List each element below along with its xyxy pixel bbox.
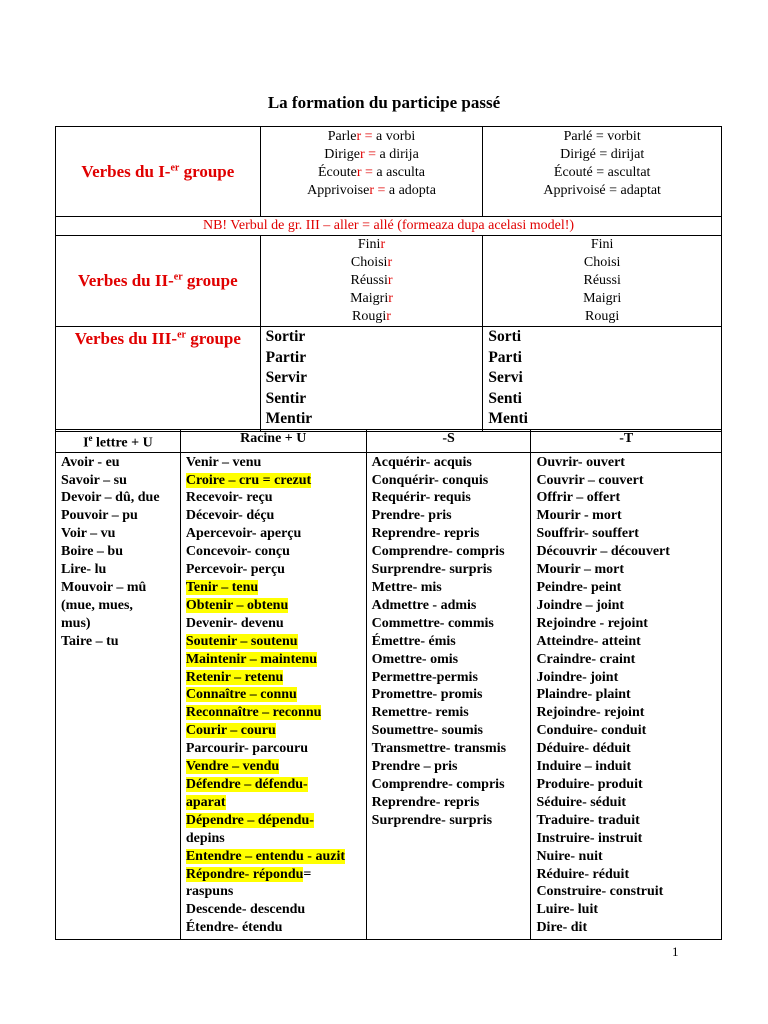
verb-entry: Couvrir – couvert	[536, 472, 644, 488]
group3-participles	[483, 327, 722, 432]
verb-entry: Mouvoir – mû	[61, 580, 147, 595]
verb-stem: Apprivoise	[307, 183, 370, 198]
verb-text: Parcourir- parcouru	[185, 741, 309, 757]
verb-entry: (mue, mues,	[61, 597, 133, 613]
highlighted-verb: Maintenir – maintenu	[185, 651, 318, 667]
verb-stem: Fini	[357, 237, 381, 252]
group3-participle: Menti	[488, 410, 528, 427]
group1-infinitive-row	[261, 146, 483, 164]
verb-stem: Parle	[327, 129, 357, 144]
page-number: 1	[672, 944, 679, 959]
column-racine-u	[180, 452, 366, 939]
group2-participle: Réussi	[583, 273, 621, 288]
verb-entry: Soumettre- soumis	[371, 723, 483, 739]
verb-entry: Mourir - mort	[536, 508, 622, 524]
verb-entry: Acquérir- acquis	[371, 454, 472, 470]
verb-entry: Comprendre- compris	[371, 544, 505, 560]
highlighted-verb: Soutenir – soutenu	[185, 633, 298, 649]
verb-entry: Reprendre- repris	[371, 526, 480, 542]
group2-infinitive-row	[261, 254, 483, 272]
verb-entry: Rejoindre - rejoint	[536, 615, 648, 631]
verb-entry: Voir – vu	[61, 526, 116, 542]
verb-entry: Remettre- remis	[371, 705, 469, 721]
verb-entry	[186, 883, 363, 901]
verb-entry: Offrir – offert	[536, 490, 621, 506]
verb-entry: Luire- luit	[536, 902, 599, 918]
verb-entry: Prendre – pris	[371, 759, 458, 775]
verb-entry	[186, 722, 363, 740]
highlighted-verb: Défendre – défendu-	[185, 776, 308, 792]
verb-entry	[186, 615, 363, 633]
header-text: lettre + U	[92, 435, 153, 451]
column-header	[366, 430, 531, 453]
verb-entry: Reprendre- repris	[371, 794, 480, 810]
verb-ending: r	[386, 309, 391, 324]
group3-participle: Sorti	[488, 328, 522, 345]
group1-label: Verbes du I-$^{er}$ groupe	[56, 127, 261, 217]
verb-ending: r	[387, 255, 393, 270]
verb-entry: Déduire- déduit	[536, 741, 631, 757]
verb-ending: r =	[356, 129, 373, 144]
highlighted-verb: Courir – couru	[185, 723, 276, 739]
verb-entry: Plaindre- plaint	[536, 687, 631, 703]
verb-entry	[186, 651, 363, 669]
group1-participles	[483, 127, 722, 217]
verb-entry	[186, 686, 363, 704]
group1-infinitive-row	[261, 164, 483, 182]
verb-entry: Produire- produit	[536, 776, 643, 792]
verb-ending: r	[388, 291, 393, 306]
verb-entry	[186, 633, 363, 651]
verb-entry: Pouvoir – pu	[61, 508, 138, 524]
group2-participle: Maigri	[583, 291, 622, 306]
header-text: -T	[619, 431, 634, 446]
verb-entry: Dire- dit	[536, 920, 588, 936]
column-t	[531, 452, 722, 939]
verb-entry: Induire – induit	[536, 759, 632, 775]
group3-participle: Senti	[488, 389, 522, 407]
verb-entry	[186, 830, 363, 848]
group3-participle: Parti	[488, 348, 522, 366]
verb-entry: Omettre- omis	[371, 651, 459, 667]
column-s	[366, 452, 531, 939]
verb-ending: r =	[369, 183, 386, 198]
verb-stem: Maigri	[350, 291, 389, 306]
column-first-letter-u	[56, 452, 181, 939]
group1-participle: Parlé = vorbit	[563, 129, 641, 144]
group1-infinitives	[260, 127, 483, 217]
verb-entry	[186, 597, 363, 615]
verb-entry	[186, 848, 363, 866]
group2-infinitive-row	[261, 236, 483, 254]
group2-participle: Fini	[590, 237, 614, 252]
verb-entry: Transmettre- transmis	[371, 741, 507, 757]
group3-infinitives	[260, 327, 483, 432]
group1-infinitive-row	[261, 128, 483, 146]
group3-label: Verbes du III-$^{er}$ groupe	[56, 327, 261, 432]
verb-entry	[186, 794, 363, 812]
highlighted-verb: Vendre – vendu	[185, 759, 280, 775]
verb-entry: Réduire- réduit	[536, 866, 630, 882]
verb-entry	[186, 579, 363, 597]
verb-entry	[186, 776, 363, 794]
verb-entry: Craindre- craint	[536, 651, 636, 667]
verb-stem: Écoute	[317, 165, 357, 180]
verb-entry: Mettre- mis	[371, 580, 442, 595]
verb-entry: Nuire- nuit	[536, 848, 603, 864]
verb-ending: r =	[359, 147, 377, 162]
verb-ending: r	[387, 273, 393, 288]
verb-entry: Comprendre- compris	[371, 776, 505, 792]
verb-entry: Surprendre- surpris	[371, 562, 493, 578]
verb-entry	[186, 740, 363, 758]
verb-entry	[186, 866, 363, 884]
verb-entry	[186, 704, 363, 722]
verb-entry	[186, 525, 363, 543]
verb-stem: Rougi	[352, 309, 387, 324]
group2-infinitive-row	[261, 308, 483, 326]
verb-entry: Découvrir – découvert	[536, 544, 670, 560]
verb-entry: Avoir - eu	[61, 454, 120, 470]
group2-label: Verbes du II-$^{er}$ groupe	[56, 236, 261, 327]
verb-entry: Boire – bu	[61, 544, 123, 560]
group3-infinitive: Servir	[265, 369, 307, 386]
group2-participles	[483, 236, 722, 327]
verb-entry: Atteindre- atteint	[536, 633, 641, 649]
verb-entry	[186, 561, 363, 579]
highlighted-verb: aparat	[185, 794, 226, 810]
verb-entry: Peindre- peint	[536, 580, 622, 595]
verb-entry	[186, 919, 363, 937]
highlighted-verb: Retenir – retenu	[185, 669, 284, 685]
highlighted-verb: Reconnaître – reconnu	[185, 705, 322, 721]
highlighted-verb: Tenir – tenu	[185, 580, 259, 595]
verb-entry	[186, 812, 363, 830]
header-text: -S	[442, 431, 455, 446]
participle-rules-table	[55, 429, 722, 940]
verb-entry: Conquérir- conquis	[371, 472, 489, 488]
verb-translation: a adopta	[385, 183, 436, 198]
verb-text: Étendre- étendu	[185, 920, 283, 936]
highlighted-verb: Connaître – connu	[185, 687, 297, 703]
group3-infinitive: Partir	[265, 348, 307, 366]
verb-entry: Émettre- émis	[371, 633, 456, 649]
verb-ending: r	[380, 237, 386, 252]
group3-participle: Servi	[488, 369, 523, 386]
verb-entry: Requérir- requis	[371, 490, 471, 506]
verb-entry: Traduire- traduit	[536, 812, 640, 828]
highlighted-verb: Croire – cru = crezut	[185, 472, 312, 488]
verb-entry: Devoir – dû, due	[61, 490, 160, 506]
verb-entry: Construire- construit	[536, 884, 664, 900]
verb-entry: Rejoindre- rejoint	[536, 705, 645, 721]
verb-text: Décevoir- déçu	[185, 508, 275, 524]
verb-entry: Permettre-permis	[371, 669, 478, 685]
highlighted-verb: Entendre – entendu - auzit	[185, 848, 346, 864]
verb-stem: Choisi	[350, 255, 388, 270]
verb-entry: Séduire- séduit	[536, 794, 627, 810]
verb-entry: Joindre- joint	[536, 669, 619, 685]
verb-translation: a asculta	[372, 165, 426, 180]
group2-infinitives	[260, 236, 483, 327]
header-text: I	[83, 435, 89, 451]
verb-entry	[186, 543, 363, 561]
verb-text: raspuns	[185, 884, 234, 900]
group3-infinitive: Mentir	[265, 410, 313, 427]
verb-entry	[186, 669, 363, 687]
verb-translation: a dirija	[376, 147, 419, 162]
verb-entry	[186, 489, 363, 507]
verb-entry	[186, 901, 363, 919]
group1-participle: Écouté = ascultat	[553, 165, 651, 180]
highlighted-verb: Obtenir – obtenu	[185, 597, 289, 613]
verb-translation: a vorbi	[372, 129, 416, 144]
verb-entry: Lire- lu	[61, 562, 107, 578]
verb-ending: r =	[356, 165, 373, 180]
column-header	[180, 430, 366, 453]
verb-entry: Conduire- conduit	[536, 723, 647, 739]
verb-text: Concevoir- conçu	[185, 544, 290, 560]
verb-entry: Promettre- promis	[371, 687, 483, 703]
verb-text: Percevoir- perçu	[185, 562, 285, 578]
groups-table	[55, 126, 722, 432]
verb-text: depins	[185, 830, 225, 846]
verb-entry: Prendre- pris	[371, 508, 452, 524]
verb-entry: Admettre - admis	[371, 597, 477, 613]
verb-entry	[186, 454, 363, 472]
verb-text: Venir – venu	[185, 454, 262, 470]
group2-participle: Choisi	[583, 255, 621, 270]
group3-infinitive: Sortir	[265, 328, 306, 345]
verb-text: Apercevoir- aperçu	[185, 526, 302, 542]
verb-stem: Dirige	[324, 147, 360, 162]
verb-entry	[186, 758, 363, 776]
verb-entry: Instruire- instruit	[536, 830, 643, 846]
verb-entry: Commettre- commis	[371, 615, 494, 631]
highlighted-verb: Répondre- répondu	[185, 866, 304, 882]
group1-infinitive-row	[261, 182, 483, 200]
verb-entry: Joindre – joint	[536, 597, 625, 613]
group2-infinitive-row	[261, 290, 483, 308]
verb-text: Descende- descendu	[185, 902, 306, 918]
header-text: Racine + U	[240, 431, 307, 446]
verb-text: =	[303, 866, 312, 882]
group2-participle: Rougi	[585, 309, 620, 324]
verb-entry: Ouvrir- ouvert	[536, 454, 625, 470]
verb-stem: Réussi	[350, 273, 388, 288]
highlighted-verb: Dépendre – dépendu-	[185, 812, 314, 828]
header-superscript: e	[88, 433, 93, 443]
group1-participle: Apprivoisé = adaptat	[543, 183, 661, 198]
group1-participle: Dirigé = dirijat	[560, 147, 645, 162]
verb-entry: Surprendre- surpris	[371, 812, 493, 828]
column-header	[531, 430, 722, 453]
verb-entry: mus)	[61, 615, 91, 631]
verb-entry: Taire – tu	[61, 633, 119, 649]
verb-entry: Savoir – su	[61, 472, 127, 488]
page-title: La formation du participe passé	[267, 93, 501, 112]
verb-entry	[186, 472, 363, 490]
nb-note: NB! Verbul de gr. III – aller = allé (formeaza dupa acelasi model!)	[56, 217, 722, 236]
verb-entry: Souffrir- souffert	[536, 526, 639, 542]
group2-infinitive-row	[261, 272, 483, 290]
verb-entry	[186, 507, 363, 525]
column-header	[56, 430, 181, 453]
verb-entry: Mourir – mort	[536, 562, 625, 578]
verb-text: Devenir- devenu	[185, 615, 284, 631]
verb-text: Recevoir- reçu	[185, 490, 273, 506]
group3-infinitive: Sentir	[265, 389, 307, 407]
